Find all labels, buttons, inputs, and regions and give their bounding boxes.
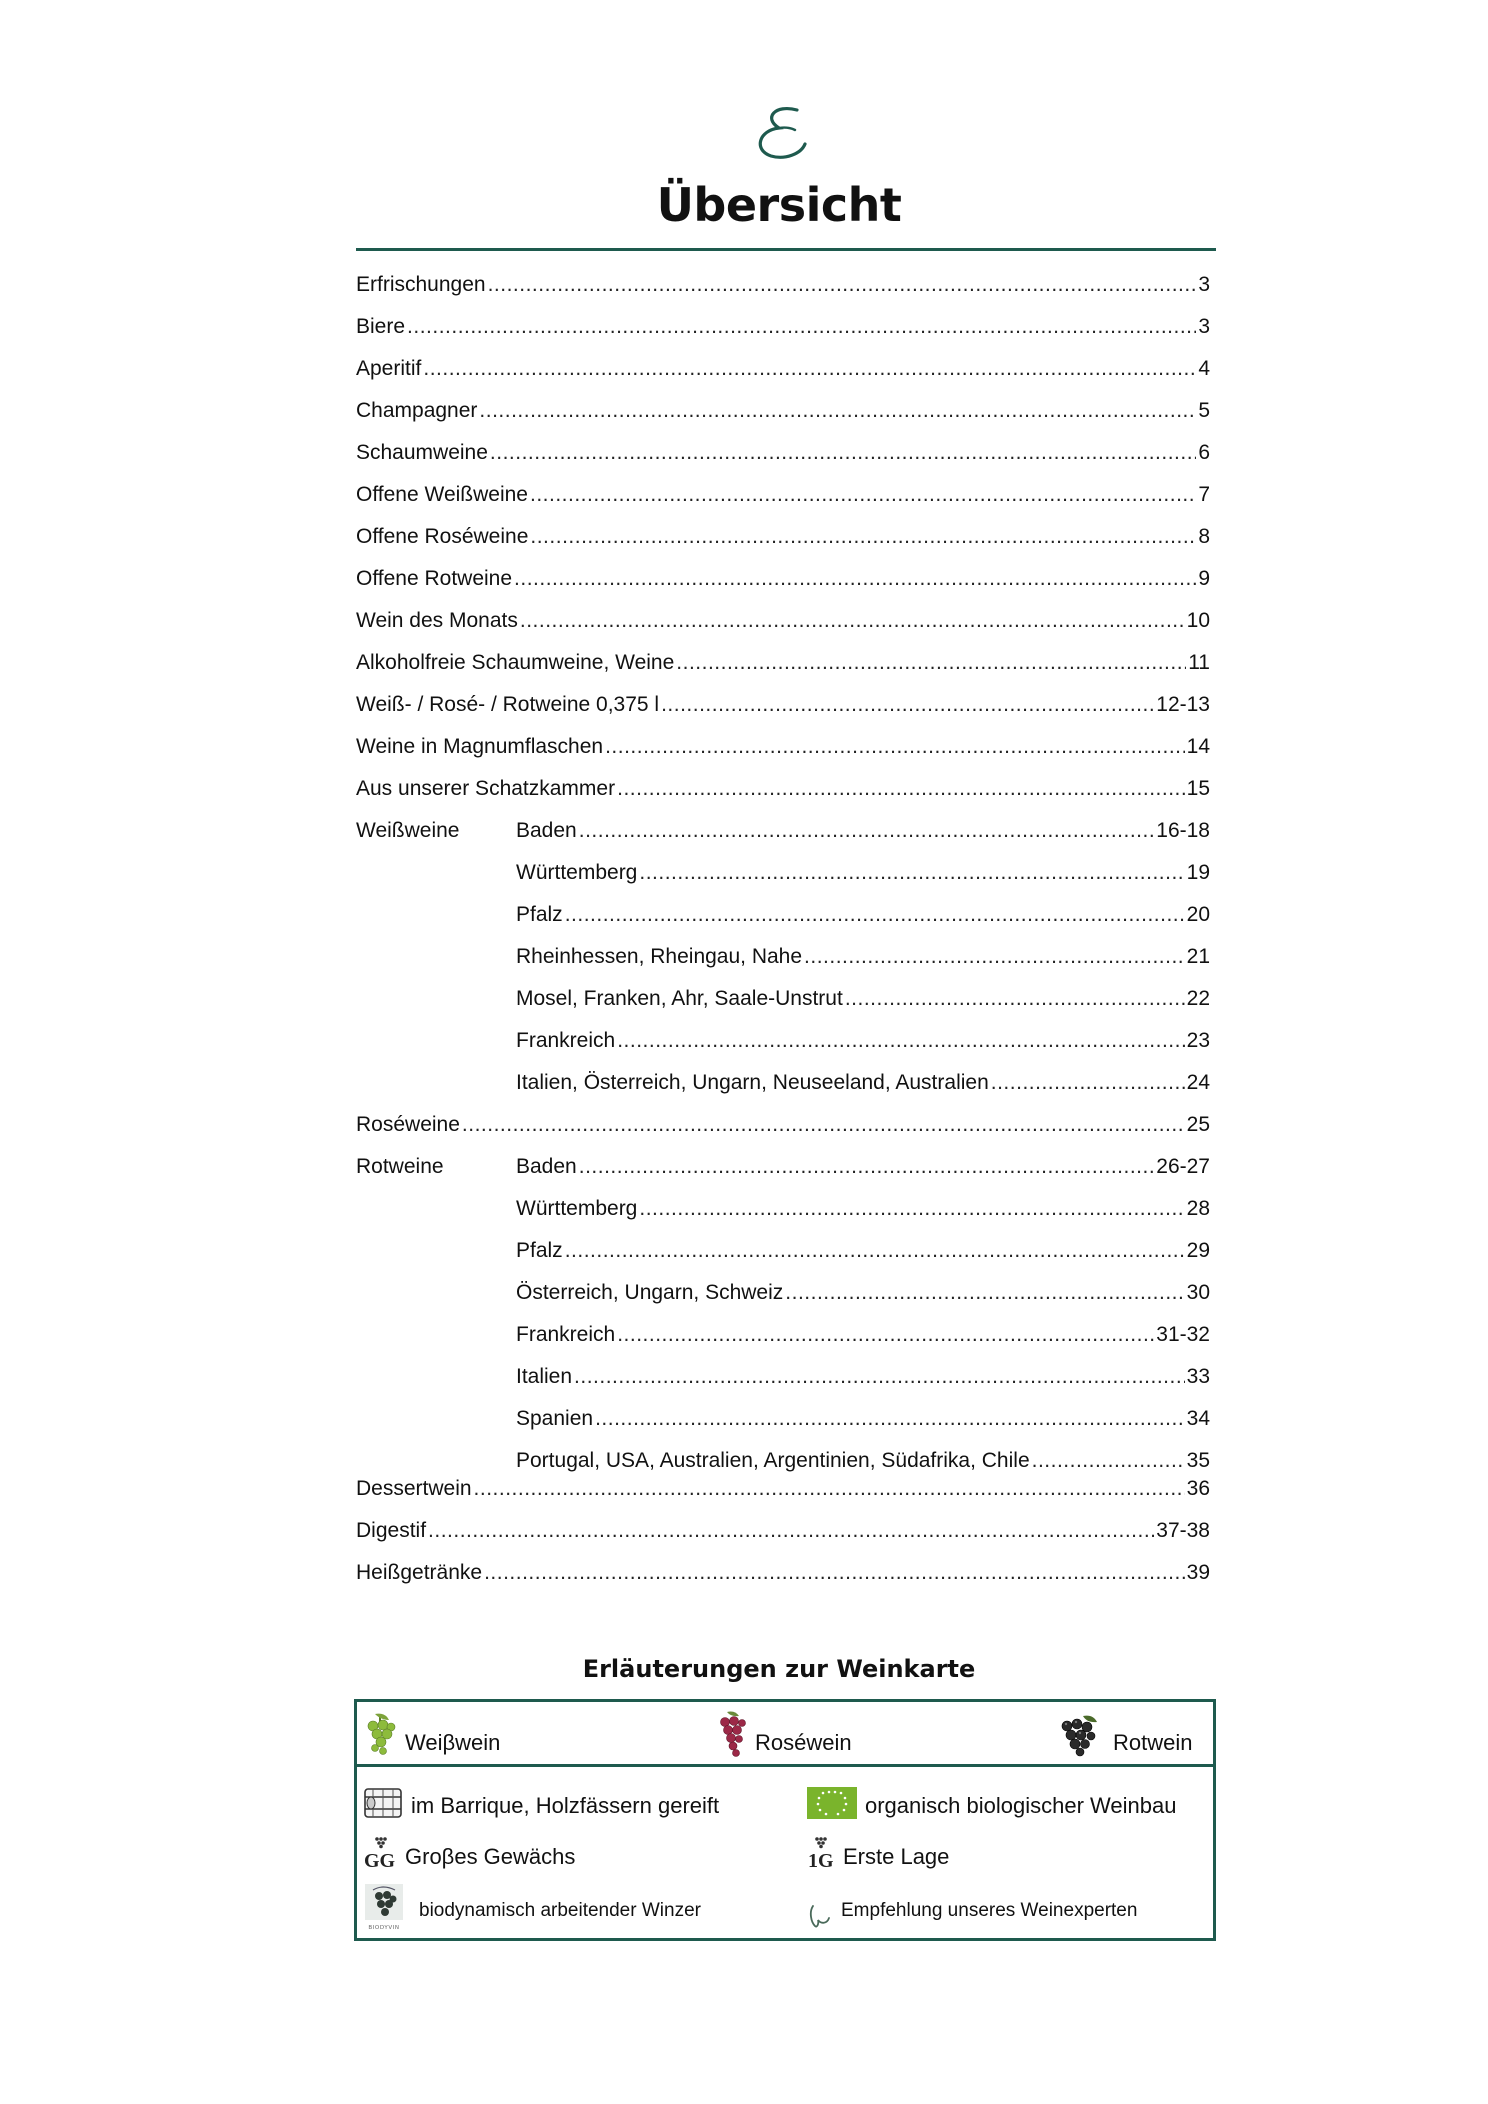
toc-leader-dots bbox=[428, 1509, 1154, 1553]
toc-page-number: 7 bbox=[1198, 483, 1210, 506]
toc-page-number: 28 bbox=[1186, 1197, 1210, 1220]
toc-label: Erfrischungen bbox=[356, 273, 486, 296]
toc-row bbox=[356, 725, 1210, 769]
toc-label: Biere bbox=[356, 315, 406, 338]
toc-row bbox=[356, 263, 1210, 307]
toc-label: Italien, Österreich, Ungarn, Neuseeland, Australien bbox=[516, 1071, 989, 1094]
recommendation-e-icon bbox=[807, 1902, 833, 1932]
toc-label: Alkoholfreie Schaumweine, Weine bbox=[356, 651, 675, 674]
toc-page-number: 19 bbox=[1186, 861, 1210, 884]
toc-leader-dots bbox=[484, 1551, 1185, 1595]
toc-label: Baden bbox=[516, 819, 577, 842]
toc-label: Frankreich bbox=[516, 1323, 616, 1346]
toc-leader-dots bbox=[845, 977, 1185, 1021]
white-grape-icon bbox=[363, 1712, 397, 1758]
toc-label: Pfalz bbox=[516, 1239, 563, 1262]
toc-label: Weiß- / Rosé- / Rotweine 0,375 l bbox=[356, 693, 660, 716]
eu-organic-leaf-icon bbox=[807, 1787, 857, 1819]
biodyn-label: biodynamisch arbeitender Winzer bbox=[419, 1900, 701, 1921]
toc-row bbox=[356, 809, 1210, 853]
toc-leader-dots bbox=[462, 1103, 1185, 1147]
bio-label: organisch biologischer Weinbau bbox=[865, 1793, 1177, 1818]
toc-group-label: Weißweine bbox=[356, 819, 460, 842]
toc-row bbox=[356, 347, 1210, 391]
toc-row bbox=[356, 557, 1210, 601]
toc-page-number: 29 bbox=[1186, 1239, 1210, 1262]
red-grape-icon bbox=[1057, 1714, 1101, 1758]
toc-row bbox=[356, 389, 1210, 433]
toc-leader-dots bbox=[520, 599, 1185, 643]
legend-bio bbox=[807, 1775, 1176, 1819]
toc-page-number: 23 bbox=[1186, 1029, 1210, 1052]
toc-leader-dots bbox=[617, 1019, 1184, 1063]
toc-label: Offene Roséweine bbox=[356, 525, 529, 548]
legend-erste-lage bbox=[807, 1826, 949, 1870]
toc-page-number: 25 bbox=[1186, 1113, 1210, 1136]
toc-page-number: 12-13 bbox=[1156, 693, 1210, 716]
toc-leader-dots bbox=[579, 1145, 1155, 1189]
toc-row bbox=[356, 1187, 1210, 1231]
toc-row bbox=[356, 767, 1210, 811]
toc-row bbox=[356, 1467, 1210, 1511]
toc-leader-dots bbox=[605, 725, 1185, 769]
toc-label: Offene Rotweine bbox=[356, 567, 513, 590]
toc-page-number: 33 bbox=[1186, 1365, 1210, 1388]
toc-row bbox=[356, 893, 1210, 937]
legend-biodyn bbox=[363, 1880, 701, 1932]
toc-row bbox=[356, 1509, 1210, 1553]
toc-row bbox=[356, 1397, 1210, 1441]
toc-page-number: 8 bbox=[1198, 525, 1210, 548]
toc-label: Heißgetränke bbox=[356, 1561, 483, 1584]
toc-label: Digestif bbox=[356, 1519, 427, 1542]
toc-row bbox=[356, 1271, 1210, 1315]
toc-label: Weine in Magnumflaschen bbox=[356, 735, 604, 758]
toc-page-number: 16-18 bbox=[1156, 819, 1210, 842]
toc-page-number: 24 bbox=[1186, 1071, 1210, 1094]
toc-row bbox=[356, 977, 1210, 1021]
toc-label: Pfalz bbox=[516, 903, 563, 926]
toc-page-number: 4 bbox=[1198, 357, 1210, 380]
toc-label: Wein des Monats bbox=[356, 609, 518, 632]
legend-empfehlung bbox=[807, 1880, 1137, 1932]
toc-leader-dots bbox=[639, 1187, 1184, 1231]
toc-leader-dots bbox=[530, 473, 1196, 517]
toc-leader-dots bbox=[423, 347, 1196, 391]
legend-gg bbox=[363, 1826, 575, 1870]
toc-page-number: 22 bbox=[1186, 987, 1210, 1010]
toc-leader-dots bbox=[514, 557, 1196, 601]
toc-page-number: 30 bbox=[1186, 1281, 1210, 1304]
grosses-gewaechs-icon bbox=[363, 1836, 397, 1870]
toc-label: Portugal, USA, Australien, Argentinien, Südafrika, Chile bbox=[516, 1449, 1030, 1472]
toc-page-number: 37-38 bbox=[1156, 1519, 1210, 1542]
toc-leader-dots bbox=[617, 1313, 1154, 1357]
toc-row bbox=[356, 1061, 1210, 1105]
svg-text:GG: GG bbox=[364, 1850, 396, 1870]
toc-label: Champagner bbox=[356, 399, 478, 422]
svg-text:BIODYVIN: BIODYVIN bbox=[368, 1925, 400, 1931]
toc-page-number: 39 bbox=[1186, 1561, 1210, 1584]
biodyvin-logo-icon bbox=[363, 1882, 405, 1932]
toc-label: Österreich, Ungarn, Schweiz bbox=[516, 1281, 784, 1304]
rotwein-label: Rotwein bbox=[1113, 1730, 1193, 1755]
toc-leader-dots bbox=[676, 641, 1186, 685]
toc-page-number: 11 bbox=[1188, 651, 1210, 674]
toc-leader-dots bbox=[595, 1397, 1185, 1441]
toc-page-number: 3 bbox=[1198, 273, 1210, 296]
toc-leader-dots bbox=[530, 515, 1196, 559]
toc-page-number: 5 bbox=[1198, 399, 1210, 422]
toc-label: Frankreich bbox=[516, 1029, 616, 1052]
toc-leader-dots bbox=[579, 809, 1155, 853]
legend-divider bbox=[357, 1764, 1213, 1767]
toc-row bbox=[356, 851, 1210, 895]
toc-label: Offene Weißweine bbox=[356, 483, 528, 506]
toc-row bbox=[356, 473, 1210, 517]
toc-leader-dots bbox=[565, 1229, 1185, 1273]
toc-leader-dots bbox=[488, 263, 1197, 307]
toc-row bbox=[356, 935, 1210, 979]
empfehlung-label: Empfehlung unseres Weinexperten bbox=[841, 1900, 1138, 1921]
toc-leader-dots bbox=[661, 683, 1154, 727]
toc-page-number: 6 bbox=[1198, 441, 1210, 464]
toc-page-number: 21 bbox=[1186, 945, 1210, 968]
toc-row bbox=[356, 1103, 1210, 1147]
toc-label: Italien bbox=[516, 1365, 573, 1388]
toc-leader-dots bbox=[407, 305, 1196, 349]
rose-grape-icon bbox=[717, 1710, 747, 1758]
toc-page-number: 15 bbox=[1186, 777, 1210, 800]
toc-leader-dots bbox=[490, 431, 1196, 475]
toc-row bbox=[356, 305, 1210, 349]
toc-page-number: 10 bbox=[1186, 609, 1210, 632]
toc-page-number: 34 bbox=[1186, 1407, 1210, 1430]
legend-rotwein bbox=[1057, 1706, 1192, 1758]
toc-label: Mosel, Franken, Ahr, Saale-Unstrut bbox=[516, 987, 843, 1010]
toc-page-number: 3 bbox=[1198, 315, 1210, 338]
legend-title: Erläuterungen zur Weinkarte bbox=[582, 1655, 976, 1683]
toc-leader-dots bbox=[785, 1271, 1184, 1315]
toc-leader-dots bbox=[639, 851, 1184, 895]
toc-row bbox=[356, 1313, 1210, 1357]
toc-label: Rheinhessen, Rheingau, Nahe bbox=[516, 945, 803, 968]
toc-page-number: 20 bbox=[1186, 903, 1210, 926]
toc-row bbox=[356, 1019, 1210, 1063]
toc-row bbox=[356, 1145, 1210, 1189]
toc-leader-dots bbox=[565, 893, 1185, 937]
toc-row bbox=[356, 431, 1210, 475]
toc-row bbox=[356, 1229, 1210, 1273]
toc-row bbox=[356, 515, 1210, 559]
toc-label: Württemberg bbox=[516, 861, 638, 884]
toc-row bbox=[356, 683, 1210, 727]
logo-e-icon bbox=[745, 100, 825, 170]
toc-label: Dessertwein bbox=[356, 1477, 472, 1500]
toc-leader-dots bbox=[804, 935, 1185, 979]
toc-label: Spanien bbox=[516, 1407, 594, 1430]
page-title: Übersicht bbox=[656, 178, 902, 232]
svg-text:1G: 1G bbox=[808, 1850, 834, 1870]
legend-weisswein bbox=[363, 1706, 500, 1758]
toc-page-number: 35 bbox=[1186, 1449, 1210, 1472]
toc-page-number: 31-32 bbox=[1156, 1323, 1210, 1346]
legend-barrique bbox=[363, 1775, 719, 1819]
toc-page-number: 14 bbox=[1186, 735, 1210, 758]
toc-leader-dots bbox=[991, 1061, 1185, 1105]
gg-label: Groβes Gewächs bbox=[405, 1844, 576, 1869]
toc-label: Schaumweine bbox=[356, 441, 488, 464]
toc-label: Aus unserer Schatzkammer bbox=[356, 777, 616, 800]
toc-group-label: Rotweine bbox=[356, 1155, 444, 1178]
toc-label: Württemberg bbox=[516, 1197, 638, 1220]
rosewein-label: Roséwein bbox=[755, 1730, 852, 1755]
toc-row bbox=[356, 599, 1210, 643]
toc-row bbox=[356, 1355, 1210, 1399]
toc-leader-dots bbox=[474, 1467, 1185, 1511]
toc-leader-dots bbox=[574, 1355, 1185, 1399]
toc-leader-dots bbox=[479, 389, 1196, 433]
barrel-icon bbox=[363, 1787, 403, 1819]
toc-page-number: 26-27 bbox=[1156, 1155, 1210, 1178]
legend-rosewein bbox=[717, 1706, 852, 1758]
toc-label: Aperitif bbox=[356, 357, 422, 380]
title-rule bbox=[356, 248, 1216, 251]
toc-label: Roséweine bbox=[356, 1113, 460, 1136]
toc-label: Baden bbox=[516, 1155, 577, 1178]
toc-page-number: 9 bbox=[1198, 567, 1210, 590]
toc-row bbox=[356, 1551, 1210, 1595]
barrique-label: im Barrique, Holzfässern gereift bbox=[411, 1793, 720, 1818]
erste-lage-label: Erste Lage bbox=[843, 1844, 950, 1869]
weisswein-label: Weiβwein bbox=[405, 1730, 501, 1755]
toc-row bbox=[356, 641, 1210, 685]
toc-leader-dots bbox=[617, 767, 1185, 811]
legend-box bbox=[354, 1699, 1216, 1941]
erste-lage-icon bbox=[807, 1836, 835, 1870]
toc-page-number: 36 bbox=[1186, 1477, 1210, 1500]
